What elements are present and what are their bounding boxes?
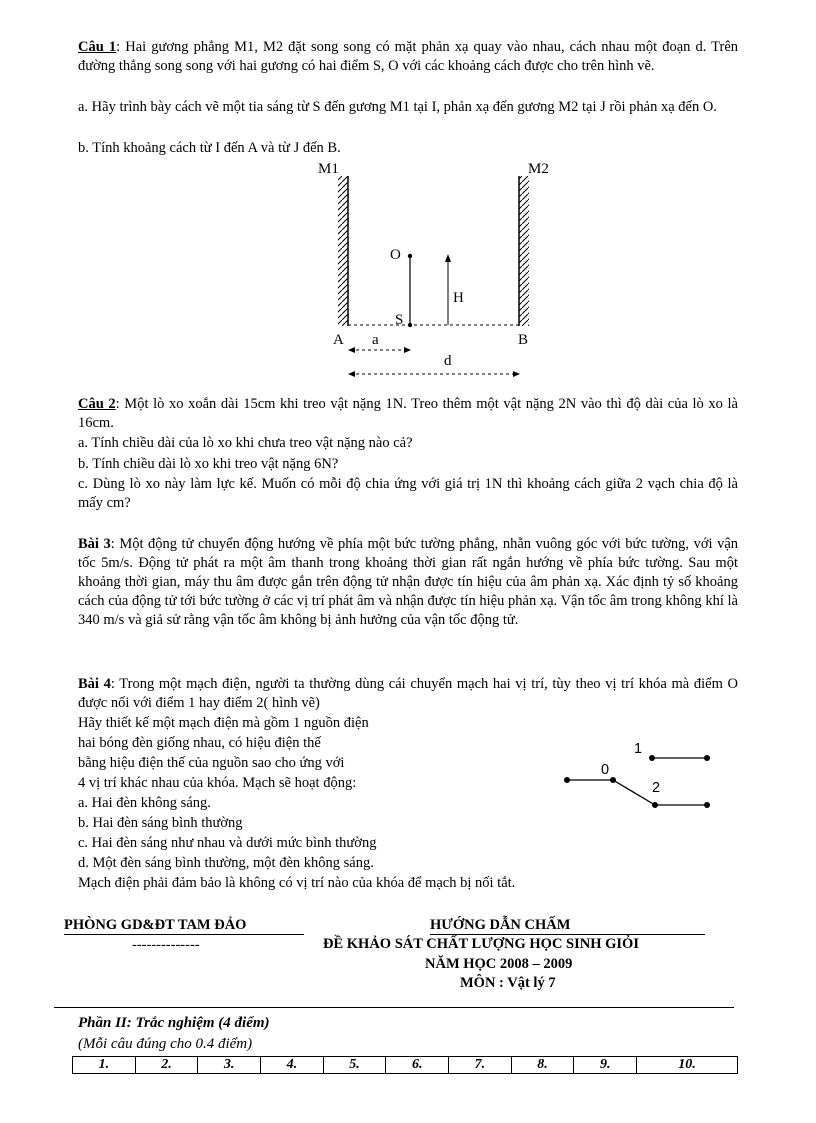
label-a-length: a xyxy=(372,332,379,348)
q1-part-a: a. Hãy trình bày cách vẽ một tia sáng từ S đến gương M1 tại I, phản xạ đến gương M2 tại J rồi phản xạ đến O. xyxy=(78,99,717,115)
answer-table xyxy=(72,1056,738,1074)
q4-line-4: 4 vị trí khác nhau của khóa. Mạch sẽ hoạt động: xyxy=(78,775,357,791)
label-a-point: A xyxy=(333,332,344,348)
school-year: NĂM HỌC 2008 – 2009 xyxy=(425,956,573,972)
label-0: 0 xyxy=(601,762,610,778)
exam-title: ĐỀ KHẢO SÁT CHẤT LƯỢNG HỌC SINH GIỎI xyxy=(323,936,639,952)
table-row xyxy=(73,1057,738,1074)
dept-divider: -------------- xyxy=(132,937,200,953)
label-d-length: d xyxy=(444,353,452,369)
section-rule xyxy=(54,1007,734,1008)
q3-text: : Một động tử chuyển động hướng về phía một bức tường phẳng, nhẵn vuông góc với bức tường, với vận tốc 5m/s. Động tử phát ra một âm thanh trong khoảng thời gian rất ngắn hướng về phía bức tường. Sau một khoảng thời gian, máy thu âm được gắn trên động tử nhận được tín hiệu của âm phản xạ. Xác định tỷ số khoảng cách của động tử tới bức tường ở các vị trí phát âm và nhận được tín hiệu phản xạ. Vận tốc âm trong không khí là 340 m/s và giả sử rằng vận tốc âm không bị ảnh hưởng của vận tốc động tử. xyxy=(78,536,739,628)
table-cell: 2. xyxy=(135,1057,198,1074)
q4-label: Bài 4 xyxy=(78,676,111,692)
label-b-point: B xyxy=(518,332,529,348)
table-cell: 5. xyxy=(323,1057,386,1074)
q2-part-c: c. Dùng lò xo này làm lực kế. Muốn có mỗi độ chia ứng với giá trị 1N thì khoảng cách giữa 2 vạch chia độ là mấy cm? xyxy=(78,476,738,511)
label-2: 2 xyxy=(652,780,661,796)
table-cell: 10. xyxy=(637,1057,738,1074)
q1-text: : Hai gương phẳng M1, M2 đặt song song có mặt phản xạ quay vào nhau, cách nhau một đoạn d. Trên đường thẳng song song với hai gương có hai điểm S, O với các khoảng cách được cho trên hình vẽ. xyxy=(78,39,739,74)
q4-line-8: d. Một đèn sáng bình thường, một đèn không sáng. xyxy=(78,855,374,871)
table-cell: 3. xyxy=(198,1057,261,1074)
mirror-m1-hatch xyxy=(338,176,348,326)
q4-line-3: bằng hiệu điện thế của nguồn sao cho ứng với xyxy=(78,755,345,771)
q4-text: : Trong một mạch điện, người ta thường dùng cái chuyển mạch hai vị trí, tùy theo vị trí khóa mà điểm O được nối với điểm 1 hay điểm 2( hình vẽ) xyxy=(78,676,738,711)
q4-line-2: hai bóng đèn giống nhau, có hiệu điện thế xyxy=(78,735,321,751)
q4-paragraph xyxy=(78,675,738,713)
q3-label: Bài 3 xyxy=(78,536,111,552)
q4-line-9: Mạch điện phải đảm bảo là không có vị trí nào của khóa để mạch bị nối tắt. xyxy=(78,875,516,891)
table-cell: 7. xyxy=(449,1057,512,1074)
table-cell: 8. xyxy=(511,1057,574,1074)
q2-label: Câu 2 xyxy=(78,396,116,412)
q1-part-b: b. Tính khoảng cách từ I đến A và từ J đến B. xyxy=(78,140,341,156)
dept-name: PHÒNG GD&ĐT TAM ĐẢO xyxy=(64,917,304,935)
subject: MÔN : Vật lý 7 xyxy=(460,975,556,991)
label-m2: M2 xyxy=(528,161,549,177)
guide-title: HƯỚNG DẪN CHẤM xyxy=(430,917,705,935)
q2-part-a: a. Tính chiều dài của lò xo khi chưa treo vật nặng nào cả? xyxy=(78,435,413,451)
table-cell: 4. xyxy=(261,1057,324,1074)
point-o xyxy=(408,254,412,258)
label-h: H xyxy=(453,290,464,306)
contact-2 xyxy=(652,802,658,808)
label-m1: M1 xyxy=(318,161,339,177)
q4-line-5: a. Hai đèn không sáng. xyxy=(78,795,211,811)
q4-line-1: Hãy thiết kế một mạch điện mà gồm 1 nguồn điện xyxy=(78,715,369,731)
table-cell: 6. xyxy=(386,1057,449,1074)
table-cell: 1. xyxy=(73,1057,136,1074)
q2-paragraph xyxy=(78,395,738,433)
q1-paragraph xyxy=(78,38,738,76)
q2-part-b: b. Tính chiều dài lò xo khi treo vật nặng 6N? xyxy=(78,456,339,472)
label-o: O xyxy=(390,247,401,263)
part2-subtitle: (Mỗi câu đúng cho 0.4 điểm) xyxy=(78,1036,253,1052)
point-s xyxy=(408,323,412,327)
h-arrowhead xyxy=(445,254,451,262)
label-1: 1 xyxy=(634,741,643,757)
q2-text: : Một lò xo xoắn dài 15cm khi treo vật nặng 1N. Treo thêm một vật nặng 2N vào thì độ dài của lò xo là 16cm. xyxy=(78,396,738,431)
q1-label: Câu 1 xyxy=(78,39,117,55)
mirror-m2-hatch xyxy=(519,176,529,326)
switch-blade xyxy=(613,780,655,805)
q4-line-7: c. Hai đèn sáng như nhau và dưới mức bình thường xyxy=(78,835,377,851)
q3-paragraph xyxy=(78,535,738,630)
q4-line-6: b. Hai đèn sáng bình thường xyxy=(78,815,243,831)
label-s: S xyxy=(395,312,404,328)
table-cell: 9. xyxy=(574,1057,637,1074)
part2-title: Phần II: Trắc nghiệm (4 điểm) xyxy=(78,1015,270,1031)
contact-1 xyxy=(649,755,655,761)
